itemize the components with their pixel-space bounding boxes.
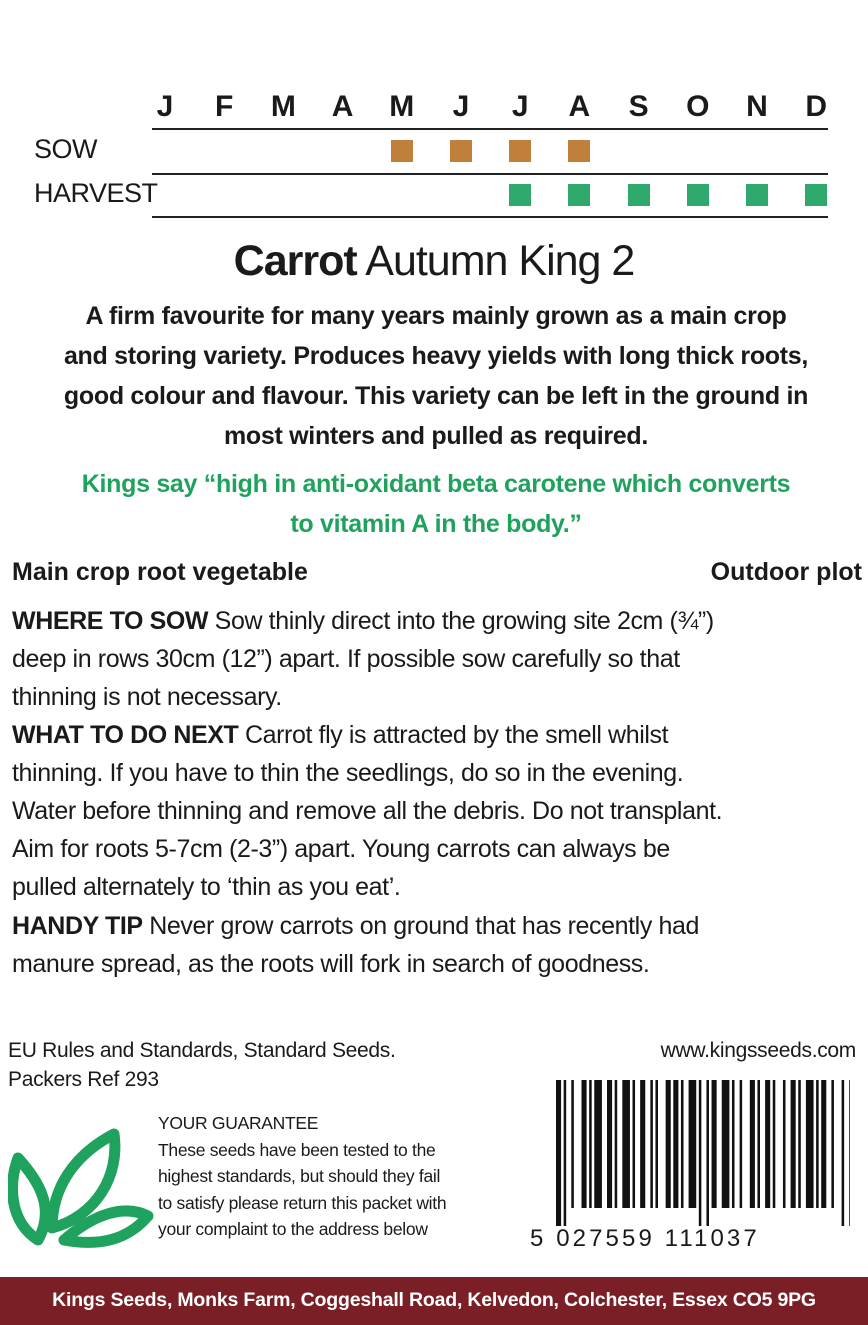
where-to-sow-heading: WHERE TO SOW	[12, 607, 209, 635]
growing-location: Outdoor plot	[710, 558, 862, 586]
instruction-line: Carrot fly is attracted by the smell whilst	[238, 721, 669, 749]
guarantee-line: These seeds have been tested to the	[158, 1139, 436, 1160]
packers-ref: Packers Ref 293	[8, 1068, 159, 1091]
month-label: J	[511, 90, 529, 123]
barcode-bar	[783, 1080, 786, 1208]
instruction-line: Water before thinning and remove all the debris. Do not transplant.	[12, 797, 723, 825]
harvest-month-marker	[628, 184, 650, 206]
barcode-bar	[765, 1080, 770, 1208]
barcode-bar	[732, 1080, 735, 1208]
barcode-bar	[816, 1080, 819, 1208]
sow-month-marker	[509, 140, 531, 162]
barcode-bar	[681, 1080, 684, 1208]
barcode-bar	[740, 1080, 743, 1208]
barcode-bar	[633, 1080, 636, 1208]
barcode-bar	[655, 1080, 658, 1208]
product-title-crop: Carrot	[233, 237, 357, 285]
barcode-bar	[666, 1080, 671, 1208]
what-to-do-next-heading: WHAT TO DO NEXT	[12, 721, 239, 749]
month-label: S	[628, 90, 649, 123]
instruction-line: Sow thinly direct into the growing site 2cm (¾”)	[208, 607, 714, 635]
sow-month-marker	[391, 140, 413, 162]
barcode-bar	[773, 1080, 776, 1208]
barcode-bar	[607, 1080, 612, 1208]
harvest-month-marker	[687, 184, 709, 206]
barcode-bar	[791, 1080, 796, 1208]
company-address: Kings Seeds, Monks Farm, Coggeshall Road, Kelvedon, Colchester, Essex CO5 9PG	[52, 1289, 816, 1311]
description-line: good colour and flavour. This variety can be left in the ground in	[63, 382, 809, 410]
calendar-divider	[152, 173, 828, 175]
calendar-divider	[152, 216, 828, 218]
instruction-line: Never grow carrots on ground that has recently had	[142, 912, 699, 940]
month-label: M	[389, 90, 415, 123]
instruction-line: pulled alternately to ‘thin as you eat’.	[12, 873, 401, 901]
description-line: and storing variety. Produces heavy yields with long thick roots,	[63, 342, 809, 370]
guarantee-line: to satisfy please return this packet with	[158, 1192, 447, 1213]
barcode-bar	[640, 1080, 645, 1208]
barcode-bar	[699, 1080, 702, 1226]
barcode-number: 5 027559 111037	[530, 1225, 760, 1252]
barcode-bar	[571, 1080, 574, 1208]
barcode-bar	[831, 1080, 834, 1208]
month-label: J	[156, 90, 174, 123]
product-title-variety: Autumn King 2	[356, 237, 635, 285]
barcode-bar	[750, 1080, 755, 1208]
product-description	[8, 296, 864, 456]
month-label: F	[215, 90, 234, 123]
instruction-line: deep in rows 30cm (12”) apart. If possible sow carefully so that	[12, 645, 680, 673]
barcode-bar	[712, 1080, 717, 1208]
calendar-divider	[152, 128, 828, 130]
barcode-bar	[594, 1080, 602, 1208]
barcode-bar	[798, 1080, 801, 1208]
barcode-bar	[849, 1080, 850, 1226]
month-label: J	[452, 90, 470, 123]
product-title	[0, 234, 868, 288]
barcode-bar	[622, 1080, 630, 1208]
barcode-bar	[564, 1080, 567, 1226]
harvest-row-label: HARVEST	[34, 178, 158, 208]
guarantee-line: your complaint to the address below	[158, 1219, 428, 1239]
guarantee-block	[158, 1110, 528, 1243]
harvest-month-marker	[746, 184, 768, 206]
instruction-line: Aim for roots 5-7cm (2-3”) apart. Young carrots can always be	[12, 835, 670, 863]
leaf-logo-icon	[8, 1128, 156, 1248]
month-label: O	[686, 90, 710, 123]
barcode-bar	[650, 1080, 653, 1208]
sow-month-marker	[568, 140, 590, 162]
barcode-bar	[757, 1080, 760, 1208]
harvest-month-marker	[805, 184, 827, 206]
barcode-bar	[706, 1080, 709, 1226]
barcode-bar	[806, 1080, 814, 1208]
barcode-bar	[821, 1080, 826, 1208]
harvest-month-marker	[568, 184, 590, 206]
crop-category: Main crop root vegetable	[12, 558, 308, 586]
handy-tip-heading: HANDY TIP	[12, 912, 143, 940]
month-label: N	[746, 90, 768, 123]
eu-rules-text: EU Rules and Standards, Standard Seeds.	[8, 1039, 396, 1062]
guarantee-title: YOUR GUARANTEE	[158, 1113, 319, 1133]
where-to-sow-section	[12, 602, 862, 716]
sow-month-marker	[450, 140, 472, 162]
month-label: M	[270, 90, 296, 123]
instruction-line: manure spread, as the roots will fork in search of goodness.	[12, 950, 650, 978]
month-label: A	[331, 90, 354, 123]
month-label: D	[805, 90, 828, 123]
quote-line: to vitamin A in the body.”	[290, 510, 582, 538]
sow-row-label: SOW	[34, 134, 97, 164]
barcode-bar	[842, 1080, 845, 1226]
barcode-bar	[582, 1080, 587, 1208]
website-link[interactable]: www.kingsseeds.com	[660, 1039, 856, 1062]
barcode-bar	[722, 1080, 730, 1208]
barcode-bar	[615, 1080, 618, 1208]
handy-tip-section	[12, 907, 862, 983]
description-line: A firm favourite for many years mainly grown as a main crop	[85, 302, 787, 330]
quote-line: Kings say “high in anti-oxidant beta carotene which converts	[81, 470, 791, 498]
month-label: A	[568, 90, 591, 123]
kings-quote	[8, 464, 864, 544]
what-to-do-next-section	[12, 716, 862, 906]
harvest-month-marker	[509, 184, 531, 206]
description-line: most winters and pulled as required.	[223, 422, 648, 450]
barcode-bar	[689, 1080, 697, 1208]
barcode-icon	[556, 1080, 850, 1226]
instruction-line: thinning. If you have to thin the seedlings, do so in the evening.	[12, 759, 684, 787]
barcode-bar	[589, 1080, 592, 1208]
instruction-line: thinning is not necessary.	[12, 683, 282, 711]
barcode-bar	[556, 1080, 561, 1226]
barcode-bar	[673, 1080, 678, 1208]
guarantee-line: highest standards, but should they fail	[158, 1166, 441, 1186]
